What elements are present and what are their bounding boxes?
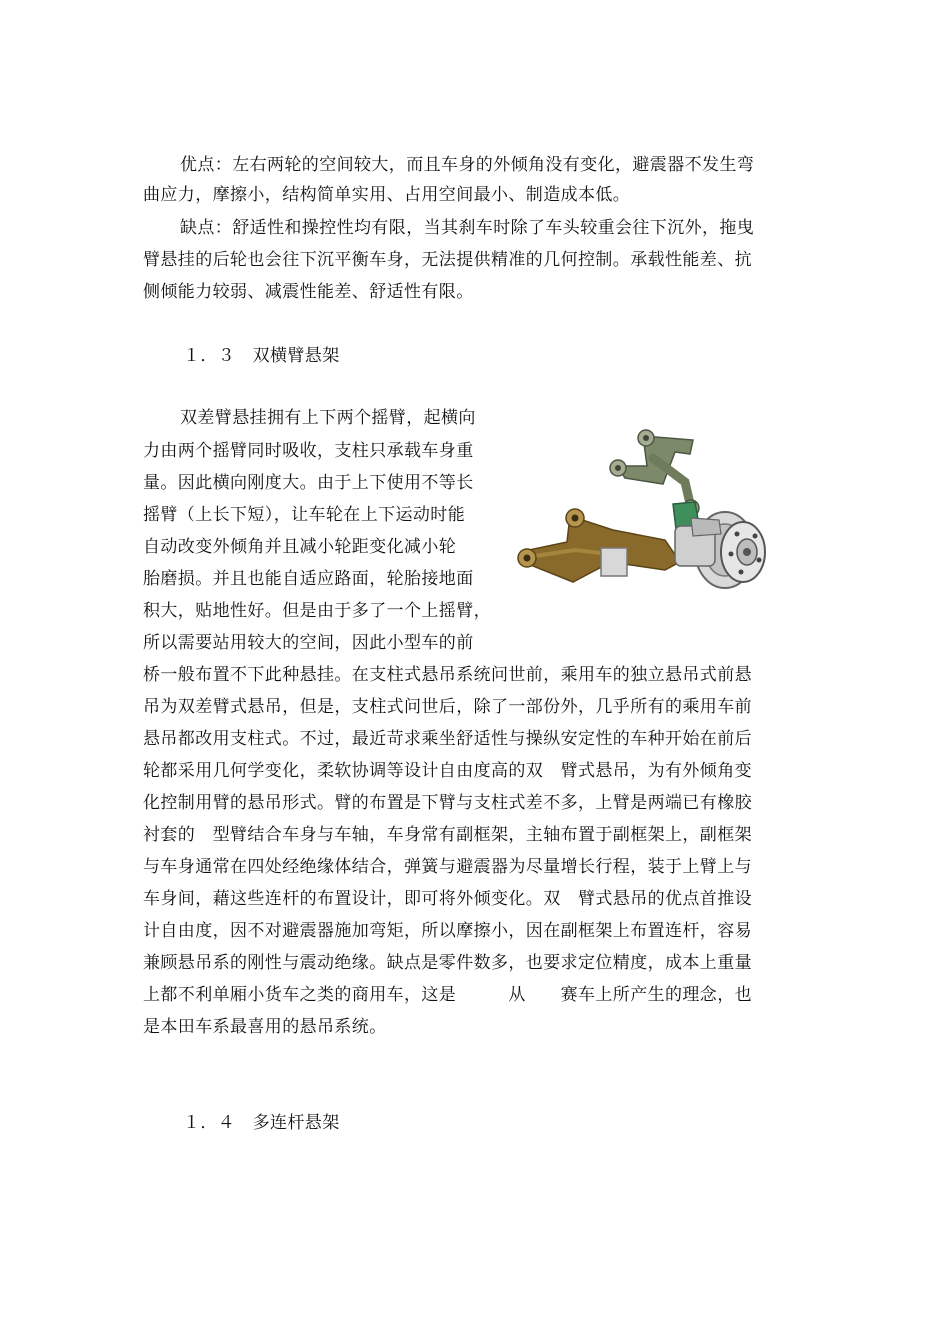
paragraph-line: 双差臂悬挂拥有上下两个摇臂，起横向 (180, 408, 476, 428)
paragraph-line: 与车身通常在四处经绝缘体结合，弹簧与避震器为尽量增长行程，装于上臂上与 (143, 857, 752, 877)
advantages-line: 优点：左右两轮的空间较大，而且车身的外倾角没有变化，避震器不发生弯 (180, 155, 755, 175)
paragraph-line: 吊为双差臂式悬吊，但是，支柱式问世后，除了一部份外，几乎所有的乘用车前 (143, 697, 752, 717)
advantages-line: 曲应力，摩擦小，结构简单实用、占用空间最小、制造成本低。 (143, 185, 631, 205)
paragraph-line: 兼顾悬吊系的刚性与震动绝缘。缺点是零件数多，也要求定位精度，成本上重量 (143, 953, 752, 973)
disadvantages-line: 臂悬挂的后轮也会往下沉平衡车身，无法提供精准的几何控制。承载性能差、抗 (143, 250, 752, 270)
section-heading-1-4: １．４ 多连杆悬架 (183, 1113, 340, 1133)
paragraph-line: 量。因此横向刚度大。由于上下使用不等长 (143, 473, 474, 493)
disadvantages-line: 缺点：舒适性和操控性均有限，当其刹车时除了车头较重会往下沉外，拖曳 (180, 218, 755, 238)
paragraph-line: 轮都采用几何学变化，柔软协调等设计自由度高的双 臂式悬吊，为有外倾角变 (143, 761, 752, 781)
paragraph-line: 力由两个摇臂同时吸收，支柱只承载车身重 (143, 441, 474, 461)
paragraph-line: 化控制用臂的悬吊形式。臂的布置是下臂与支柱式差不多，上臂是两端已有橡胶 (143, 793, 752, 813)
paragraph-line: 桥一般布置不下此种悬挂。在支柱式悬吊系统问世前，乘用车的独立悬吊式前悬 (143, 665, 752, 685)
double-wishbone-suspension-illustration (515, 422, 815, 607)
paragraph-line: 所以需要站用较大的空间，因此小型车的前 (143, 633, 474, 653)
paragraph-line: 计自由度，因不对避震器施加弯矩，所以摩擦小，因在副框架上布置连杆，容易 (143, 921, 752, 941)
section-heading-1-3: １．３ 双横臂悬架 (183, 346, 340, 366)
paragraph-line: 积大，贴地性好。但是由于多了一个上摇臂， (143, 601, 491, 621)
paragraph-line: 车身间，藉这些连杆的布置设计，即可将外倾变化。双 臂式悬吊的优点首推设 (143, 889, 752, 909)
paragraph-line: 胎磨损。并且也能自适应路面，轮胎接地面 (143, 569, 474, 589)
paragraph-line: 自动改变外倾角并且减小轮距变化减小轮 (143, 537, 457, 557)
paragraph-line: 摇臂（上长下短），让车轮在上下运动时能 (143, 505, 466, 525)
paragraph-line: 悬吊都改用支柱式。不过，最近苛求乘坐舒适性与操纵安定性的车种开始在前后 (143, 729, 752, 749)
paragraph-line: 衬套的 型臂结合车身与车轴，车身常有副框架，主轴布置于副框架上，副框架 (143, 825, 752, 845)
paragraph-line: 是本田车系最喜用的悬吊系统。 (143, 1017, 387, 1037)
paragraph-line: 上都不利单厢小货车之类的商用车，这是 从 赛车上所产生的理念，也 (143, 985, 752, 1005)
disadvantages-line: 侧倾能力较弱、减震性能差、舒适性有限。 (143, 282, 474, 302)
